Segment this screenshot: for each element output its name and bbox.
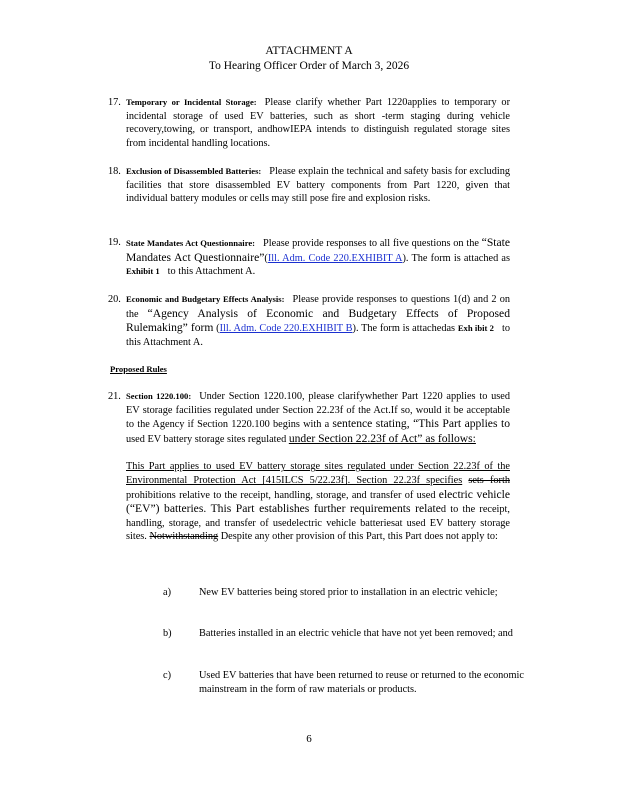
section-title bbox=[110, 364, 167, 374]
paren-open: ( bbox=[264, 252, 268, 264]
item-text: Please provide responses to questions 1(d) and 2 on the bbox=[126, 294, 511, 320]
item-heading: Section 1220.100: bbox=[126, 391, 192, 401]
quote-text: Despite any other provision of this Part, this Part does not apply to: bbox=[220, 531, 498, 543]
item-text: ). The form is attached as bbox=[402, 252, 510, 264]
item-number: 17. bbox=[108, 97, 121, 108]
questionnaire-title: “State Mandates Act Questionnaire” bbox=[126, 236, 510, 264]
item-text: Please explain the technical and safety basis for excluding facilities that store disassembled EV battery components from Part 1220, given that individual battery modules or cells may still pose fire and explosion risks. bbox=[126, 166, 511, 205]
list-item bbox=[110, 96, 510, 150]
item-text: Please provide responses to all five questions on the bbox=[263, 238, 479, 249]
proposed-text-block bbox=[126, 460, 510, 544]
sub-item-label: c) bbox=[163, 670, 171, 681]
order-subtitle: To Hearing Officer Order of March 3, 2026 bbox=[208, 60, 410, 72]
page-number: 6 bbox=[306, 733, 312, 745]
quote-text: . Section 22.23f specifies bbox=[347, 474, 463, 486]
item-text: used EV battery storage sites regulated bbox=[126, 433, 287, 445]
quote-text: d to the receipt, handling, storage, and transfer of usedelectric vehicle batteriesat used EV battery storage sites. bbox=[126, 504, 510, 543]
item-heading: Exclusion of Disassembled Batteries: bbox=[126, 166, 262, 176]
item-heading: Economic and Budgetary Effects Analysis: bbox=[126, 294, 285, 304]
attachment-title: ATTACHMENT A bbox=[265, 45, 353, 57]
code-link[interactable]: Ill. Adm. Code 220.EXHIBIT A bbox=[267, 252, 403, 264]
sub-item bbox=[163, 669, 533, 696]
quote-text-large: electric vehicle (“EV”) batteries. This Part establishes further requirements relate bbox=[126, 487, 511, 516]
item-number: 19. bbox=[108, 237, 121, 248]
list-item bbox=[110, 390, 510, 544]
item-number: 21. bbox=[108, 391, 121, 402]
quote-text: This Part applies to used EV battery storage sites regulated under Section 22.23f of the Environmental Protection Act [415ILCS 5/22.23f] bbox=[126, 461, 510, 486]
item-text: Please clarify whether Part 1220applies to temporary or incidental storage of used EV batteries, such as short -term staging during vehicle recovery,towing, or transport, andhowIEPA intends to distinguish regulated storage sites from incidental handling locations. bbox=[126, 97, 510, 149]
item-number: 20. bbox=[108, 294, 121, 305]
sub-item bbox=[163, 586, 533, 600]
item-heading: Temporary or Incidental Storage: bbox=[126, 97, 257, 107]
exhibit-label: Exhibit 1 bbox=[126, 266, 160, 277]
sub-item bbox=[163, 627, 533, 641]
exhibit-label: Exh ibit 2 bbox=[457, 323, 494, 334]
item-heading: State Mandates Act Questionnaire: bbox=[126, 238, 256, 248]
struck-text: sets forth bbox=[468, 474, 510, 486]
sub-item-label: b) bbox=[163, 628, 172, 639]
sub-item-text: Used EV batteries that have been returned to reuse or returned to the economic mainstream in the form of raw materials or products. bbox=[199, 670, 524, 695]
item-text: ). The form is attachedas bbox=[352, 323, 456, 335]
list-item bbox=[110, 236, 510, 279]
sub-item-text: New EV batteries being stored prior to installation in an electric vehicle; bbox=[199, 587, 498, 598]
item-text: Under Section 1220.100, please clarifywhether Part 1220 applies to used EV storage facilities regulated under Section 22.23f of the Act.If so, would it be acceptable to the Agency if Section 1220.100 begins with a bbox=[126, 391, 510, 431]
section-title-text: Proposed Rules bbox=[110, 364, 167, 374]
analysis-form-title: “Agency Analysis of Economic and Budgetary Effects of Proposed Rulemaking” form bbox=[126, 306, 510, 335]
item-text: to this Attachment A. bbox=[167, 266, 256, 278]
sub-item-text: Batteries installed in an electric vehicle that have not yet been removed; and bbox=[199, 628, 513, 639]
item-text-large: under Section 22.23f of Act” as follows: bbox=[288, 431, 476, 445]
item-text-large: sentence stating, “This Part applies to bbox=[332, 417, 510, 431]
list-item bbox=[110, 165, 510, 206]
item-number: 18. bbox=[108, 166, 121, 177]
list-item bbox=[110, 293, 510, 349]
paren-open: ( bbox=[216, 323, 220, 335]
struck-text: Notwithstanding bbox=[149, 531, 219, 543]
item-text: to this Attachment A. bbox=[126, 323, 510, 348]
code-link[interactable]: Ill. Adm. Code 220.EXHIBIT B bbox=[219, 323, 353, 335]
quote-text: prohibitions relative to the receipt, handling, storage, and transfer of used bbox=[126, 489, 436, 501]
sub-item-label: a) bbox=[163, 587, 171, 598]
